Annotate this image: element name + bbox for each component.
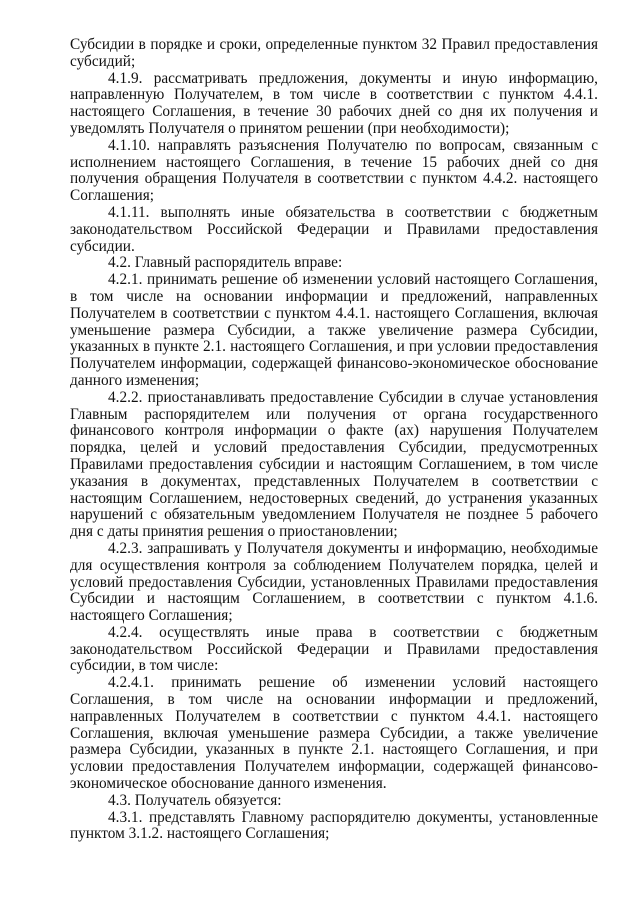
paragraph-4-2-4: 4.2.4. осуществлять иные права в соответствии с бюджетным законодательством Российской Федерации и Правилами предоставления субсидии, в том числе: [70, 623, 598, 675]
paragraph-4-1-10: 4.1.10. направлять разъяснения Получателю по вопросам, связанным с исполнением настоящего Соглашения, в течение 15 рабочих дней со дня получения обращения Получателя в соответствии с пунктом 4.4.2. настоящего Соглашения; [70, 136, 598, 205]
paragraph-continuation: Субсидии в порядке и сроки, определенные пунктом 32 Правил предоставления субсидий; [70, 36, 598, 70]
paragraph-4-2-2: 4.2.2. приостанавливать предоставление Субсидии в случае установления Главным распорядителем или получения от органа государственного финансового контроля информации о факте (ах) нарушения Получателем порядка, целей и условий предоставления Субсидии, предусмотренных Правилами предоставления субсидии и настоящим Соглашением, в том числе указания в документах, представленных Получателем в соответствии с настоящим Соглашением, недостоверных сведений, до устранения указанных нарушений с обязательным уведомлением Получателя не позднее 5 рабочего дня с даты принятия решения о приостановлении; [70, 388, 598, 541]
paragraph-4-1-9: 4.1.9. рассматривать предложения, документы и иную информацию, направленную Получателем, в том числе в соответствии с пунктом 4.4.1. настоящего Соглашения, в течение 30 рабочих дней со дня их получения и уведомлять Получателя о принятом решении (при необходимости); [70, 69, 598, 137]
document-page [70, 37, 598, 843]
section-heading-4-2: 4.2. Главный распорядитель вправе: [108, 254, 343, 272]
paragraph-4-2-4-1: 4.2.4.1. принимать решение об изменении условий настоящего Соглашения, в том числе на основании информации и предложений, направленных Получателем в соответствии с пунктом 4.4.1. настоящего Соглашения, включая уменьшение размера Субсидии, а также увеличение размера Субсидии, указанных в пункте 2.1. настоящего Соглашения, и при условии предоставления Получателем информации, содержащей финансово-экономическое обоснование данного изменения. [70, 674, 598, 793]
paragraph-4-1-11: 4.1.11. выполнять иные обязательства в соответствии с бюджетным законодательством Российской Федерации и Правилами предоставления субсидии. [70, 203, 598, 255]
paragraph-4-2-3: 4.2.3. запрашивать у Получателя документы и информацию, необходимые для осуществления контроля за соблюдением Получателем порядка, целей и условий предоставления Субсидии, установленных Правилами предоставления Субсидии и настоящим Соглашением, в соответствии с пунктом 4.1.6. настоящего Соглашения; [70, 539, 598, 625]
paragraph-4-2-1: 4.2.1. принимать решение об изменении условий настоящего Соглашения, в том числе на основании информации и предложений, направленных Получателем в соответствии с пунктом 4.4.1. настоящего Соглашения, включая уменьшение размера Субсидии, а также увеличение размера Субсидии, указанных в пункте 2.1. настоящего Соглашения, и при условии предоставления Получателем информации, содержащей финансово-экономическое обоснование данного изменения; [70, 271, 598, 389]
paragraph-4-3-1: 4.3.1. представлять Главному распорядителю документы, установленные пунктом 3.1.2. настоящего Соглашения; [70, 808, 598, 843]
section-heading-4-3: 4.3. Получатель обязуется: [108, 791, 282, 809]
